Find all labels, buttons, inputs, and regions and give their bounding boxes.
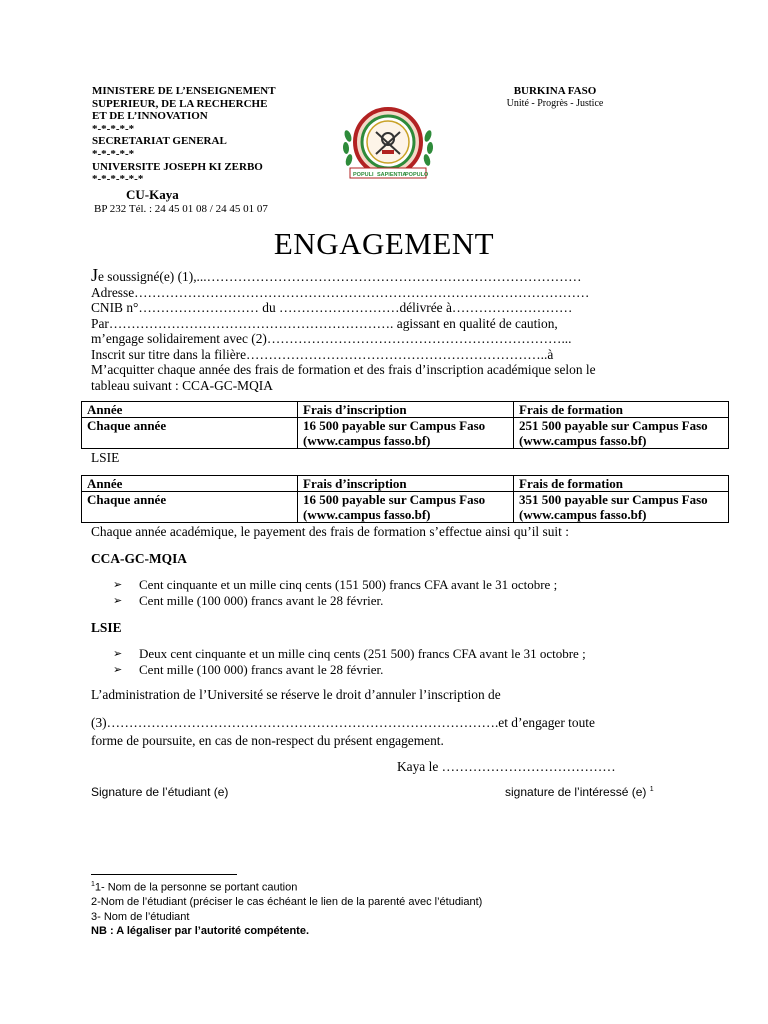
program-label: LSIE: [91, 450, 120, 465]
footnote-text: 1- Nom de la personne se portant caution: [94, 881, 298, 894]
list-item-text: Deux cent cinquante et un mille cinq cents (251 500) francs CFA avant le 31 octobre ;: [139, 646, 586, 661]
list-item: [113, 662, 586, 678]
address-field-line: Adresse…………………………………………………………………………………………: [91, 284, 590, 300]
fees-table: [81, 401, 729, 449]
contact-line: BP 232 Tél. : 24 45 01 08 / 24 45 01 07: [94, 203, 268, 215]
table-header-cell: Frais de formation: [514, 476, 729, 492]
guarantor-signature-text: signature de l’intéressé (e): [505, 785, 647, 799]
admin-clause: forme de poursuite, en cas de non-respect du présent engagement.: [91, 733, 444, 748]
fees-table-lsie: [81, 475, 729, 523]
commitment-text: tableau suivant : CCA-GC-MQIA: [91, 377, 273, 393]
table-cell: 16 500 payable sur Campus Faso (www.campus fasso.bf): [298, 492, 514, 523]
payment-intro: Chaque année académique, le payement des frais de formation s’effectue ainsi qu’il suit :: [91, 524, 569, 539]
seal-text: SAPIENTIA: [377, 172, 407, 178]
student-signature-label: Signature de l’étudiant (e): [91, 785, 229, 799]
footnote-1: [91, 878, 482, 895]
payment-schedule-lsie: [113, 646, 586, 678]
name-field-line: [91, 265, 731, 285]
ministry-header: [92, 85, 276, 186]
name-field-text: e soussigné(e) (1),...…………………………………………………………………………: [98, 269, 582, 284]
separator-line: *-*-*-*-*: [92, 147, 135, 160]
footnotes: [91, 878, 482, 939]
university-line: UNIVERSITE JOSEPH KI ZERBO: [92, 160, 263, 173]
program-field-line: Inscrit sur titre dans la filière…………………………………………………………..à: [91, 346, 554, 362]
legalization-note: NB : A légaliser par l’autorité compétente.: [91, 925, 310, 938]
university-seal: [340, 106, 436, 186]
form-fields: [91, 265, 731, 393]
admin-clause-field: (3)…………………………………………………………………………….et d’engager toute: [91, 715, 595, 730]
admin-clause: L’administration de l’Université se réserve le droit d’annuler l’inscription de: [91, 687, 501, 702]
payment-schedule-cca: [113, 577, 557, 609]
footnote-divider: [91, 874, 237, 875]
seal-emblem-icon: [340, 106, 436, 186]
guarantor-field-line: Par………………………………………………………. agissant en qualité de caution,: [91, 315, 558, 331]
secretariat-line: SECRETARIAT GENERAL: [92, 135, 227, 148]
ministry-line: SUPERIEUR, DE LA RECHERCHE: [92, 97, 268, 110]
list-item-text: Cent cinquante et un mille cinq cents (151 500) francs CFA avant le 31 octobre ;: [139, 577, 558, 592]
country-name: BURKINA FASO: [513, 85, 597, 97]
seal-text: POPULO: [405, 172, 429, 178]
ministry-line: MINISTERE DE L’ENSEIGNEMENT: [92, 85, 276, 97]
campus-name: CU-Kaya: [126, 187, 179, 202]
arrow-bullet-icon: ➢: [113, 648, 123, 660]
fees-table-cca: [81, 401, 729, 449]
list-item: [113, 593, 557, 609]
footnote-3: 3- Nom de l’étudiant: [91, 910, 190, 923]
table-header-cell: Année: [82, 402, 298, 418]
document-title: ENGAGEMENT: [273, 226, 495, 261]
arrow-bullet-icon: ➢: [113, 595, 123, 607]
table-cell: 16 500 payable sur Campus Faso (www.campus fasso.bf): [298, 418, 514, 449]
drop-initial: J: [91, 265, 99, 285]
section-heading: LSIE: [91, 620, 122, 635]
place-date-line: Kaya le …………………………………: [397, 759, 616, 774]
arrow-bullet-icon: ➢: [113, 579, 123, 591]
list-item: [113, 646, 586, 662]
commitment-text: M’acquitter chaque année des frais de formation et des frais d’inscription académique selon le: [91, 362, 596, 377]
table-header-cell: Frais de formation: [514, 402, 729, 418]
table-header-cell: Frais d’inscription: [298, 476, 514, 492]
country-motto: Unité - Progrès - Justice: [506, 98, 604, 109]
footnote-2: 2-Nom de l’étudiant (préciser le cas échéant le lien de la parenté avec l’étudiant): [91, 896, 483, 909]
table-row: [82, 418, 729, 449]
separator-line: *-*-*-*-*-*: [92, 173, 144, 186]
student-field-line: m’engage solidairement avec (2)…………………………………………………………...: [91, 331, 572, 346]
guarantor-signature-label: [505, 785, 654, 799]
arrow-bullet-icon: ➢: [113, 664, 123, 676]
table-header-row: [82, 402, 729, 418]
table-cell: 351 500 payable sur Campus Faso (www.campus fasso.bf): [514, 492, 729, 523]
list-item-text: Cent mille (100 000) francs avant le 28 février.: [139, 662, 384, 677]
ministry-line: ET DE L’INNOVATION: [92, 110, 208, 123]
table-header-cell: Frais d’inscription: [298, 402, 514, 418]
table-cell: Chaque année: [82, 492, 298, 523]
table-header-row: [82, 476, 729, 492]
cnib-field-line: CNIB n°……………………… du ………………………délivrée à………………………: [91, 300, 573, 315]
fees-table: [81, 475, 729, 523]
list-item: [113, 577, 557, 593]
list-item-text: Cent mille (100 000) francs avant le 28 février.: [139, 593, 384, 608]
seal-text: POPULI: [353, 172, 374, 178]
separator-line: *-*-*-*-*: [92, 122, 135, 135]
footnote-ref: 1: [649, 786, 654, 793]
section-heading: CCA-GC-MQIA: [91, 551, 187, 566]
footnote-mark: 1: [91, 881, 95, 888]
table-row: [82, 492, 729, 523]
table-cell: 251 500 payable sur Campus Faso (www.campus fasso.bf): [514, 418, 729, 449]
table-cell: Chaque année: [82, 418, 298, 449]
country-header: [460, 85, 650, 109]
table-header-cell: Année: [82, 476, 298, 492]
